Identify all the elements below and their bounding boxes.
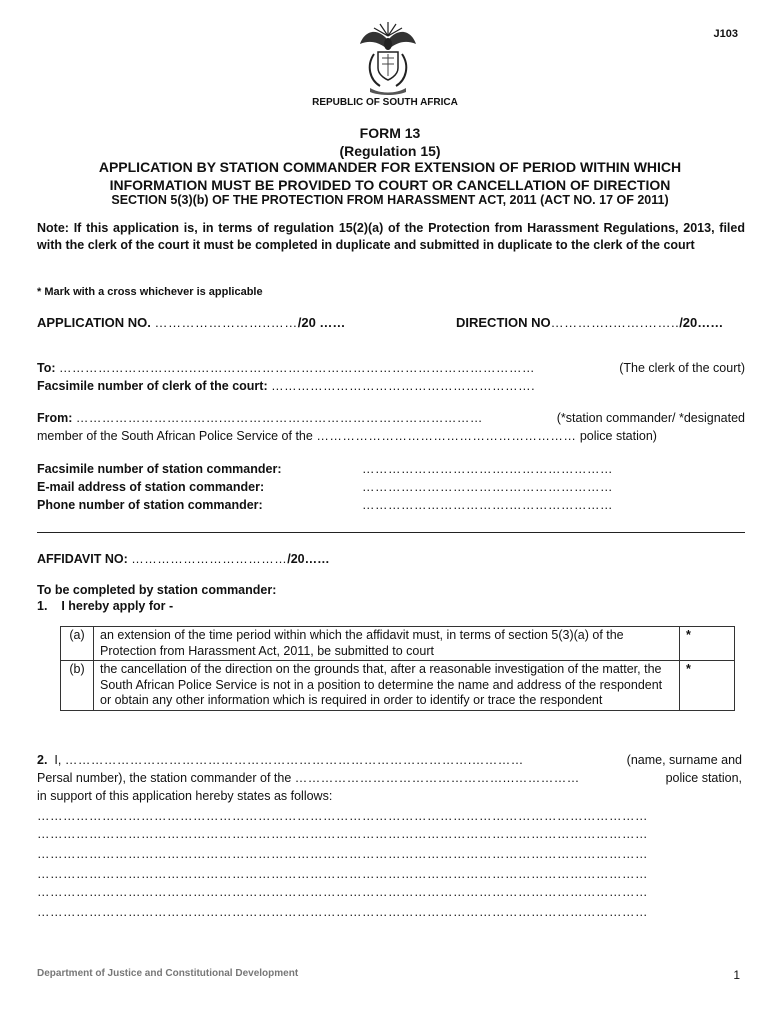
affidavit-year[interactable]: /20…… [287, 552, 330, 566]
country-name: REPUBLIC OF SOUTH AFRICA [312, 97, 458, 108]
from-station-suffix: police station) [579, 429, 657, 443]
from-row [37, 410, 745, 427]
statement-line-4[interactable]: …………………………………………………………………………………………………………………………… [37, 867, 648, 881]
form-title-line-1: APPLICATION BY STATION COMMANDER FOR EXTENSION OF PERIOD WITHIN WHICH [98, 159, 682, 175]
mark-instruction: * Mark with a cross whichever is applicable [37, 286, 263, 298]
statement-line-5[interactable]: …………………………………………………………………………………………………………………………… [37, 885, 648, 899]
from-label: From: [37, 411, 73, 425]
option-b-text: the cancellation of the direction on the grounds that, after a reasonable investigation of the matter, the South African Police Service is not in a position to determine the name and address of the respondent or obtain any other information which is required in order to identify or trace the respondent [94, 661, 680, 711]
section2-station-suffix: police station, [665, 771, 742, 785]
section2-name-note: (name, surname and [626, 753, 742, 767]
section1-item: 1. I hereby apply for - [37, 599, 174, 613]
option-a-text: an extension of the time period within which the affidavit must, in terms of section 5(3)(a) of the Protection from Harassment Act, 2011, be submitted to court [94, 627, 680, 661]
form-code: J103 [713, 28, 738, 40]
form-regulation: (Regulation 15) [339, 143, 441, 159]
to-row [37, 360, 745, 377]
affidavit-label: AFFIDAVIT NO: [37, 552, 128, 566]
commander-email-field[interactable]: …………………………….…………………… [362, 480, 613, 494]
option-row-a [61, 627, 735, 661]
direction-number-year[interactable]: /20…… [679, 315, 724, 330]
option-b-key: (b) [61, 661, 94, 711]
application-number-row [37, 314, 345, 331]
footer-department: Department of Justice and Constitutional Development [37, 968, 299, 979]
from-station-field[interactable]: …………………………………………………… [316, 429, 577, 443]
option-a-mark-box[interactable]: * [680, 627, 735, 661]
form-title-line-2: INFORMATION MUST BE PROVIDED TO COURT OR CANCELLATION OF DIRECTION [109, 177, 671, 193]
section2-line-1 [37, 752, 742, 769]
from-field[interactable]: …………………………….…………………………………………………… [75, 411, 483, 425]
clerk-fax-label: Facsimile number of clerk of the court: [37, 379, 268, 393]
clerk-fax-field[interactable]: ……………………………………………………. [271, 379, 536, 393]
option-b-mark-box[interactable]: * [680, 661, 735, 711]
affidavit-field[interactable]: ……………………………… [131, 552, 288, 566]
to-field[interactable]: …………………………..…………………………………………………………………… [59, 361, 535, 375]
to-label: To: [37, 361, 56, 375]
statement-line-3[interactable]: …………………………………………………………………………………………………………………………… [37, 847, 648, 861]
section2-line-2 [37, 770, 742, 787]
section2-line-3: in support of this application hereby states as follows: [37, 789, 333, 803]
commander-phone-label: Phone number of station commander: [37, 498, 263, 512]
filing-note: Note: If this application is, in terms of regulation 15(2)(a) of the Protection from Harassment Regulations, 2013, filed with the clerk of the court it must be completed in duplicate and submitted in duplicate to the clerk of the court [37, 221, 745, 252]
section2-i: I, [54, 753, 62, 767]
section1-heading: To be completed by station commander: [37, 583, 277, 597]
coat-of-arms-emblem [356, 18, 420, 96]
application-number-field[interactable]: ……………………..…… [154, 315, 298, 330]
direction-number-row [456, 314, 723, 331]
option-a-key: (a) [61, 627, 94, 661]
from-station-text: member of the South African Police Service of the [37, 429, 313, 443]
commander-email-label: E-mail address of station commander: [37, 480, 265, 494]
application-number-label: APPLICATION NO. [37, 315, 151, 330]
commander-fax-label: Facsimile number of station commander: [37, 462, 282, 476]
commander-name-field[interactable]: ………………………………………………………………………………….………… [64, 753, 524, 767]
section2-persal-text: Persal number), the station commander of the [37, 771, 292, 785]
commander-fax-field[interactable]: …………………………….…………………… [362, 462, 613, 476]
statement-line-2[interactable]: …………………………………………………………………………………………………………………………… [37, 827, 648, 841]
option-row-b [61, 661, 735, 711]
statement-line-1[interactable]: …………………………………………………………………………………………………………………………… [37, 809, 648, 823]
to-clerk-note: (The clerk of the court) [619, 361, 745, 375]
application-number-year[interactable]: /20 …… [297, 315, 346, 330]
section-divider [37, 532, 745, 533]
application-options-table [60, 626, 735, 711]
from-role-note: (*station commander/ *designated [556, 411, 745, 425]
direction-number-field[interactable]: …………..…….…….. [550, 315, 680, 330]
section2-number: 2. [37, 753, 48, 767]
clerk-fax-row [37, 378, 535, 395]
page-number: 1 [733, 968, 740, 982]
form-number: FORM 13 [359, 125, 421, 141]
affidavit-row [37, 551, 330, 568]
commander-station-field[interactable]: …………………………………………...…………… [294, 771, 580, 785]
statement-line-6[interactable]: …………………………………………………………………………………………………………………………… [37, 905, 648, 919]
form-title-line-3: SECTION 5(3)(b) OF THE PROTECTION FROM HARASSMENT ACT, 2011 (ACT NO. 17 OF 2011) [111, 193, 669, 207]
commander-phone-field[interactable]: …………………………….…………………… [362, 498, 613, 512]
direction-number-label: DIRECTION NO [456, 315, 551, 330]
from-station-row [37, 428, 745, 445]
